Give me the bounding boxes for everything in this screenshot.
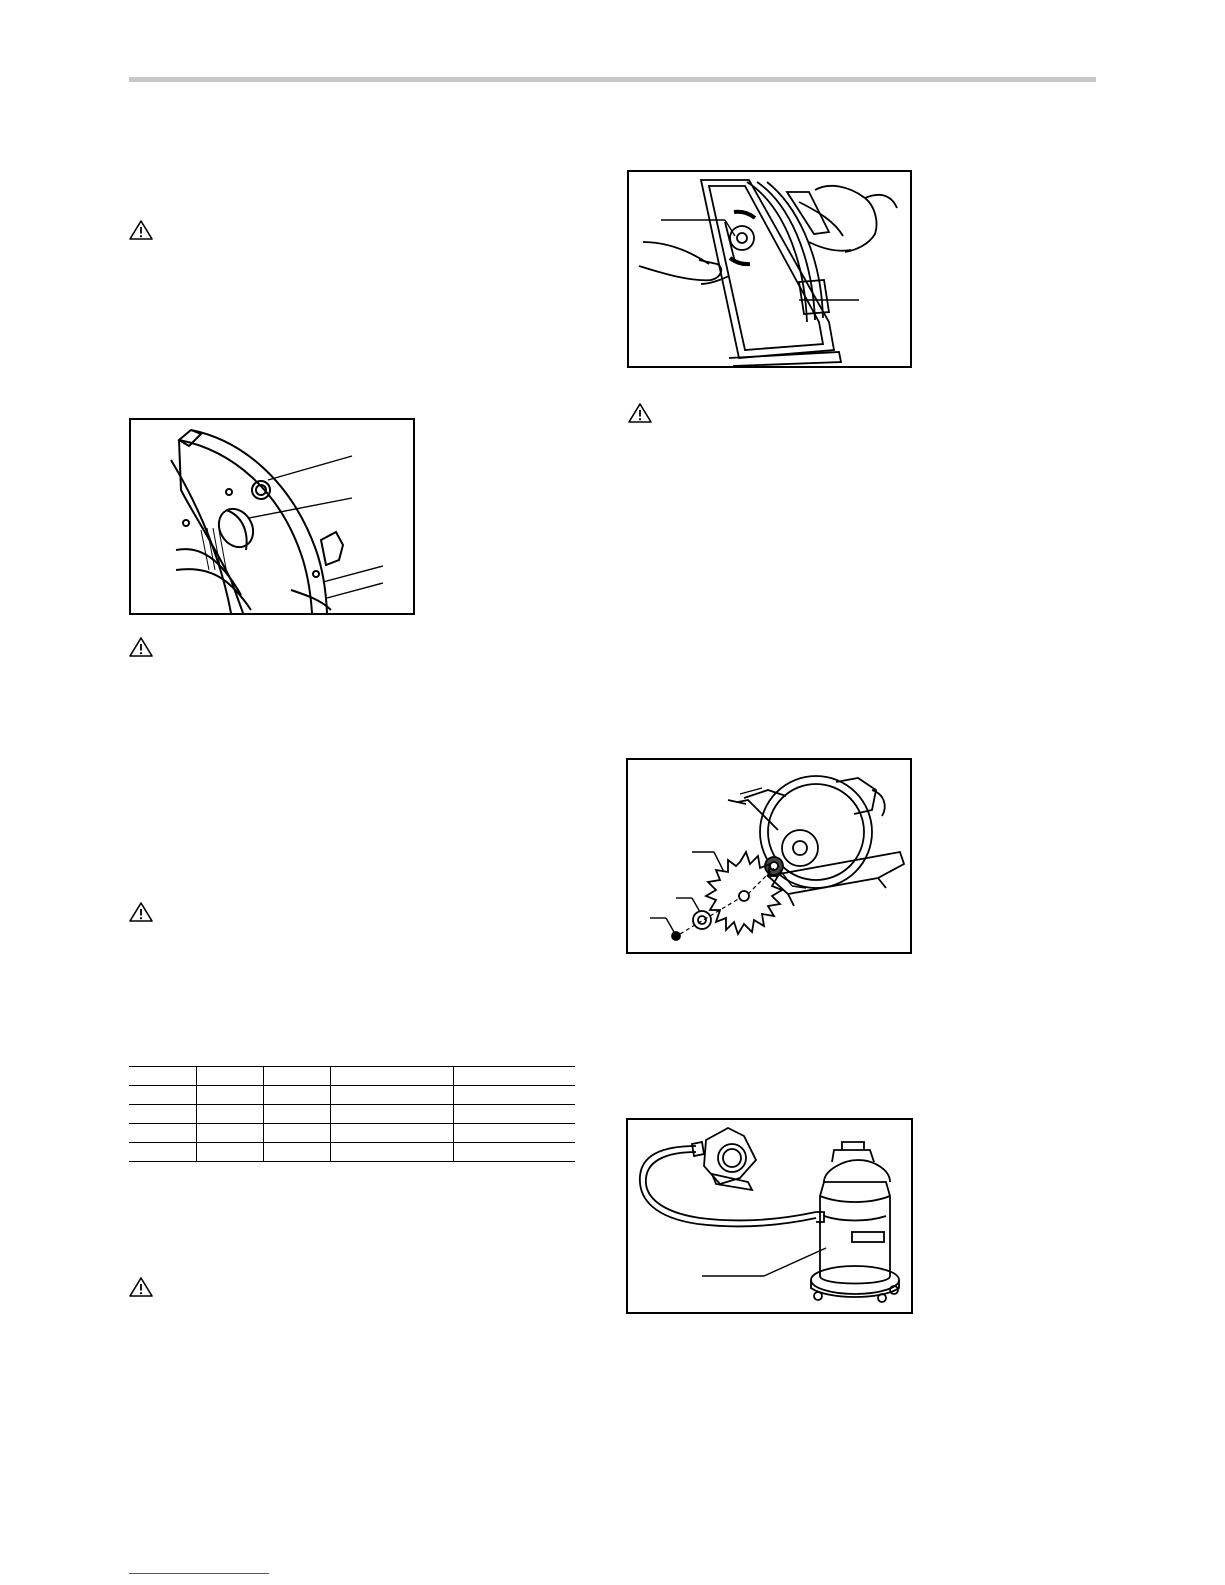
warning-icon <box>129 902 153 922</box>
table-row <box>129 1124 575 1143</box>
table-row <box>129 1105 575 1124</box>
footer-rule <box>129 1573 269 1574</box>
warning-icon <box>129 1277 153 1297</box>
table-row <box>129 1086 575 1105</box>
table-row <box>129 1143 575 1162</box>
blade-lock-figure <box>129 418 415 615</box>
warning-icon <box>129 637 153 657</box>
blade-table <box>129 1066 575 1162</box>
blade-assembly-figure <box>626 758 912 954</box>
dust-extraction-figure <box>626 1118 913 1314</box>
top-rule <box>129 77 1096 82</box>
warning-icon <box>628 403 652 423</box>
blade-wrench-figure <box>627 170 912 368</box>
table-row <box>129 1067 575 1086</box>
warning-icon <box>129 220 153 240</box>
